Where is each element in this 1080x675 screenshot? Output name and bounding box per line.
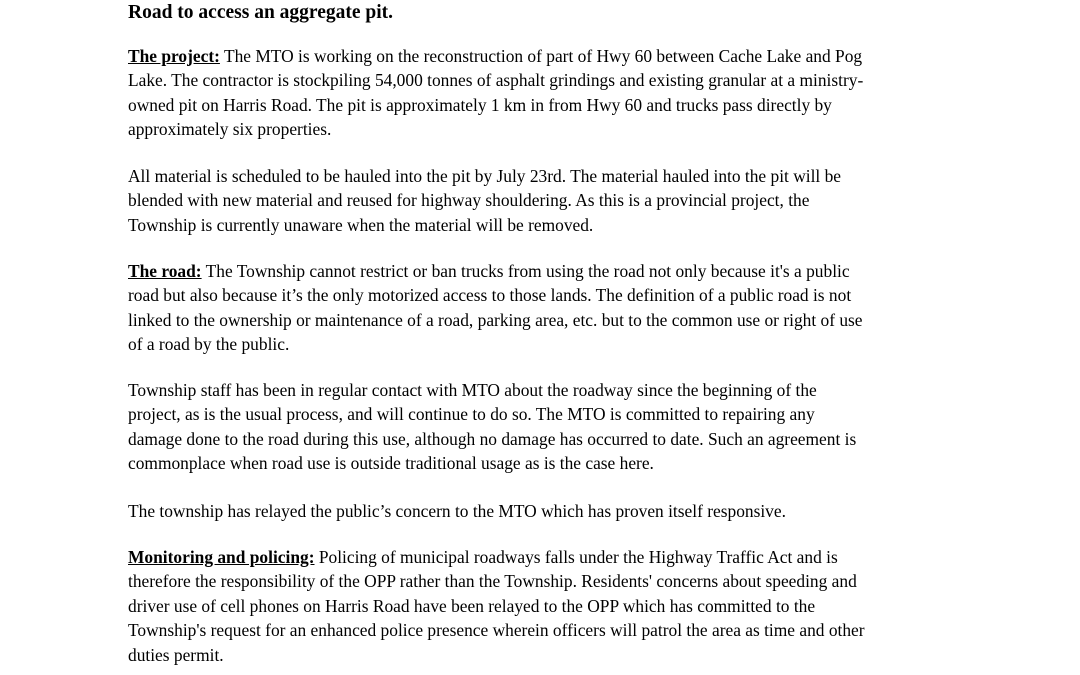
paragraph-line: All material is scheduled to be hauled into the pit by July 23rd. The material hauled into the pit will be [128,166,842,186]
paragraph-line: owned pit on Harris Road. The pit is approximately 1 km in from Hwy 60 and trucks pass directly by [128,94,832,115]
paragraph-line: The township has relayed the public’s concern to the MTO which has proven itself responsive. [128,501,786,521]
section-heading-monitoring: Monitoring and policing: [128,547,315,567]
paragraph-line: blended with new material and reused for highway shouldering. As this is a provincial project, the [128,190,810,211]
paragraph-monitoring [128,545,958,667]
paragraph-line: Township's request for an enhanced police presence wherein officers will patrol the area as time and other [128,620,865,641]
paragraph-line: therefore the responsibility of the OPP rather than the Township. Residents' concerns about speeding and [128,571,857,592]
paragraph-schedule [128,164,958,237]
section-heading-road: The road: [128,261,202,281]
paragraph-line: road but also because it’s the only motorized access to those lands. The definition of a public road is not [128,285,852,306]
paragraph-line: linked to the ownership or maintenance of a road, parking area, etc. but to the common use or right of use [128,309,863,330]
document-title-wrap [128,0,393,25]
paragraph-line: Township is currently unaware when the material will be removed. [128,214,594,235]
paragraph-staff-contact [128,378,958,476]
paragraph-line: Township staff has been in regular contact with MTO about the roadway since the beginning of the [128,380,817,400]
paragraph-line [128,545,958,569]
paragraph-line: approximately six properties. [128,119,332,140]
paragraph-road [128,259,958,357]
paragraph-public-concern [128,499,958,523]
paragraph-line [128,44,958,68]
paragraph-line: commonplace when road use is outside traditional usage as is the case here. [128,453,654,474]
document-title: Road to access an aggregate pit. [128,2,394,23]
line-text: The MTO is working on the reconstruction of part of Hwy 60 between Cache Lake and Pog [219,46,863,66]
paragraph-line: driver use of cell phones on Harris Road have been relayed to the OPP which has committed to the [128,595,816,616]
paragraph-line: of a road by the public. [128,334,290,355]
paragraph-line: project, as is the usual process, and will continue to do so. The MTO is committed to repairing any [128,404,815,425]
paragraph-line: Lake. The contractor is stockpiling 54,000 tonnes of asphalt grindings and existing granular at a ministry- [128,70,864,91]
line-text: The Township cannot restrict or ban trucks from using the road not only because it's a public [201,261,850,281]
paragraph-line: duties permit. [128,644,224,665]
paragraph-line: damage done to the road during this use, although no damage has occurred to date. Such an agreement is [128,428,857,449]
paragraph-line [128,259,958,283]
section-heading-project: The project: [128,46,220,66]
paragraph-project [128,44,958,142]
line-text: Policing of municipal roadways falls under the Highway Traffic Act and is [314,547,838,567]
